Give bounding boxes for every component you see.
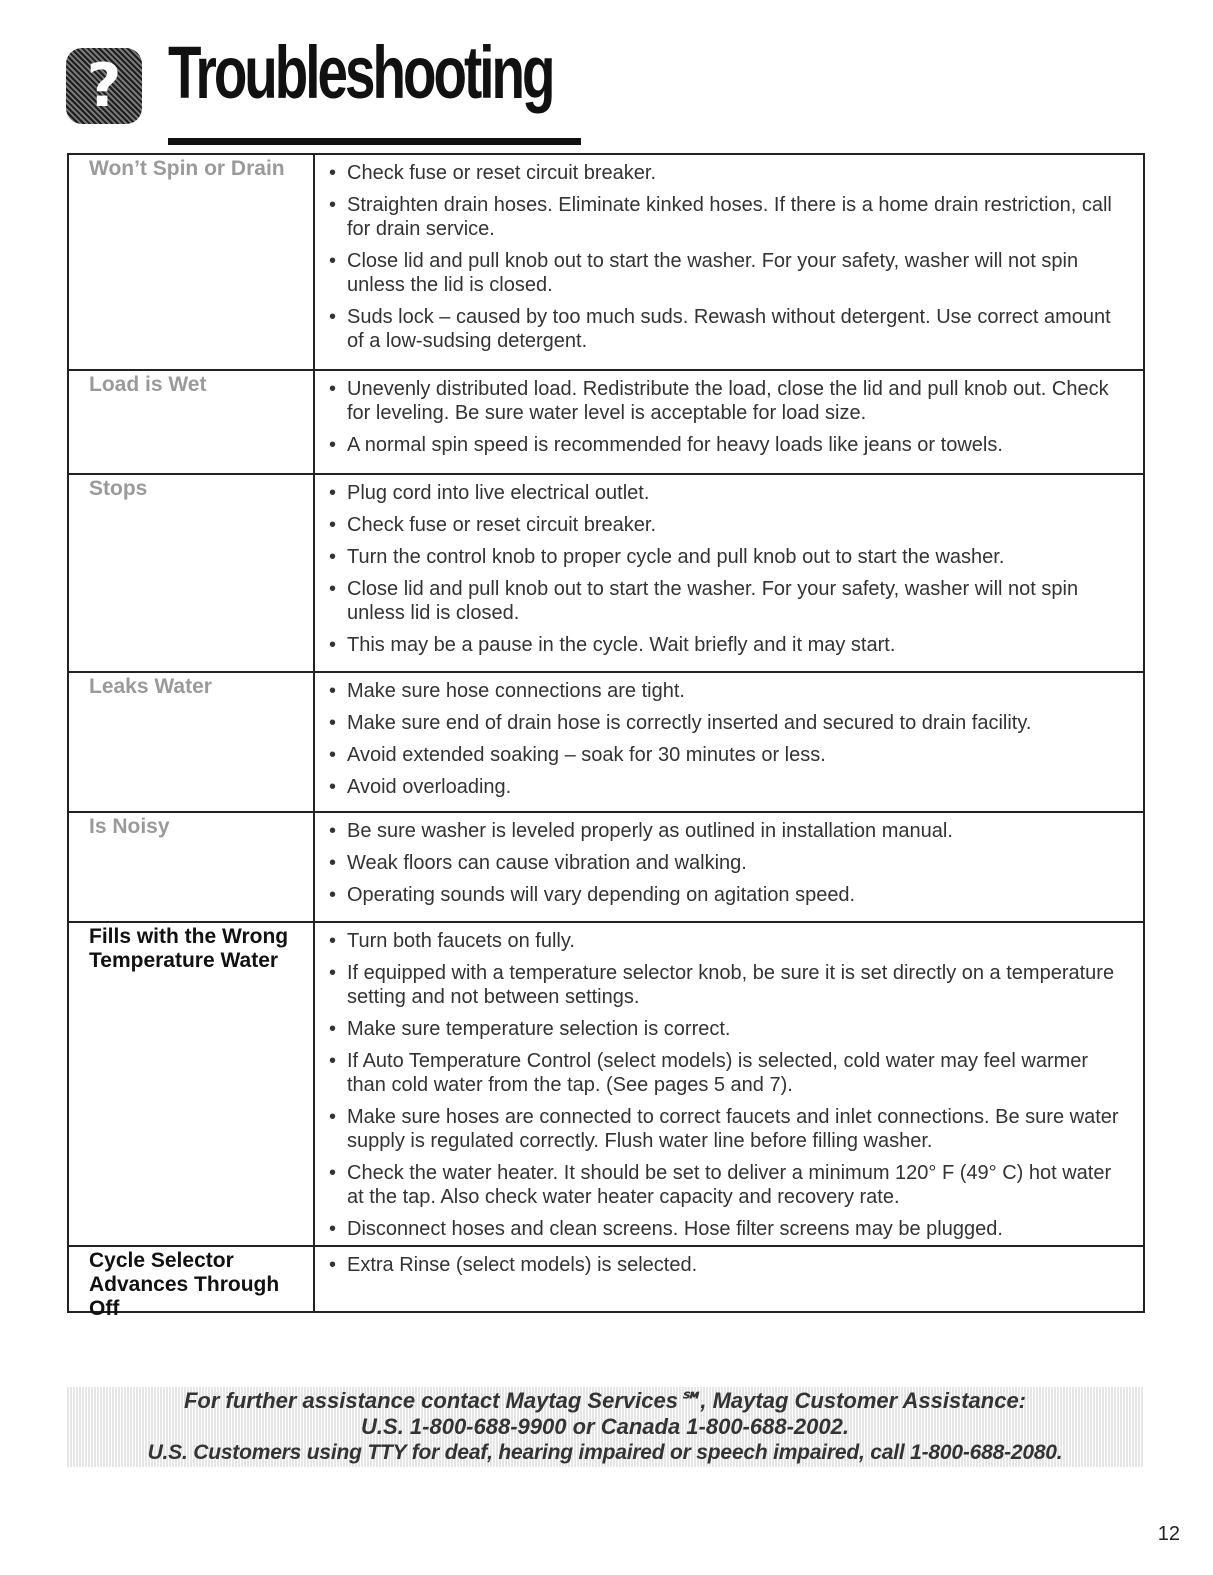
solution-list xyxy=(315,813,1143,921)
solution-item: • Disconnect hoses and clean screens. Hose filter screens may be plugged. xyxy=(329,1217,1129,1241)
solution-item: • Extra Rinse (select models) is selected. xyxy=(329,1253,1129,1277)
solution-item: • Check fuse or reset circuit breaker. xyxy=(329,513,1129,537)
solution-list xyxy=(315,923,1143,1245)
solution-item: • Avoid extended soaking – soak for 30 minutes or less. xyxy=(329,743,1129,767)
troubleshooting-table xyxy=(67,153,1145,1320)
problem-label: Is Noisy xyxy=(69,813,315,921)
question-mark-icon xyxy=(66,48,142,124)
table-row xyxy=(69,1247,1143,1320)
solution-item: • Avoid overloading. xyxy=(329,775,1129,799)
page-number: 12 xyxy=(1157,1523,1180,1545)
problem-label: Leaks Water xyxy=(69,673,315,811)
solution-item: • If equipped with a temperature selector knob, be sure it is set directly on a temperature setting and not between settings. xyxy=(329,961,1129,1009)
footer-contact xyxy=(67,1388,1143,1466)
solution-item: • Check the water heater. It should be set to deliver a minimum 120° F (49° C) hot water at the tap. Also check water heater capacity and recovery rate. xyxy=(329,1161,1129,1209)
table-row xyxy=(69,371,1143,475)
footer-line-tty: U.S. Customers using TTY for deaf, hearing impaired or speech impaired, call 1-800-688-2080. xyxy=(147,1441,1063,1464)
solution-item: • Check fuse or reset circuit breaker. xyxy=(329,161,1129,185)
solution-item: • This may be a pause in the cycle. Wait briefly and it may start. xyxy=(329,633,1129,657)
table-row xyxy=(69,673,1143,813)
solution-item: • Make sure end of drain hose is correctly inserted and secured to drain facility. xyxy=(329,711,1129,735)
title-underline xyxy=(168,138,581,145)
problem-label: Stops xyxy=(69,475,315,671)
solution-item: • Make sure temperature selection is correct. xyxy=(329,1017,1129,1041)
solution-item: • A normal spin speed is recommended for heavy loads like jeans or towels. xyxy=(329,433,1129,457)
solution-list xyxy=(315,155,1143,369)
solution-item: • Be sure washer is leveled properly as outlined in installation manual. xyxy=(329,819,1129,843)
solution-item: • Close lid and pull knob out to start the washer. For your safety, washer will not spin unless the lid is closed. xyxy=(329,249,1129,297)
problem-label: Load is Wet xyxy=(69,371,315,473)
problem-label: Fills with the Wrong Temperature Water xyxy=(69,923,315,1245)
solution-item: • Make sure hoses are connected to correct faucets and inlet connections. Be sure water supply is regulated correctly. Flush water line before filling washer. xyxy=(329,1105,1129,1153)
solution-list xyxy=(315,673,1143,811)
footer-line-assistance: For further assistance contact Maytag Services℠, Maytag Customer Assistance: xyxy=(183,1388,1026,1413)
table-row xyxy=(69,923,1143,1247)
solution-item: • Unevenly distributed load. Redistribute the load, close the lid and pull knob out. Check for leveling. Be sure water level is acceptable for load size. xyxy=(329,377,1129,425)
solution-item: • Make sure hose connections are tight. xyxy=(329,679,1129,703)
problem-label: Cycle Selector Advances Through Off xyxy=(69,1247,315,1311)
solution-list xyxy=(315,1247,1143,1311)
solution-item: • Suds lock – caused by too much suds. Rewash without detergent. Use correct amount of a low-sudsing detergent. xyxy=(329,305,1129,353)
solution-item: • Close lid and pull knob out to start the washer. For your safety, washer will not spin unless lid is closed. xyxy=(329,577,1129,625)
problem-label: Won’t Spin or Drain xyxy=(69,155,315,369)
table-row xyxy=(69,813,1143,923)
solution-list xyxy=(315,371,1143,473)
footer-line-phone: U.S. 1-800-688-9900 or Canada 1-800-688-2002. xyxy=(361,1414,849,1439)
solution-item: • Straighten drain hoses. Eliminate kinked hoses. If there is a home drain restriction, call for drain service. xyxy=(329,193,1129,241)
solution-item: • Turn both faucets on fully. xyxy=(329,929,1129,953)
table-row xyxy=(69,475,1143,673)
solution-item: • If Auto Temperature Control (select models) is selected, cold water may feel warmer than cold water from the tap. (See pages 5 and 7). xyxy=(329,1049,1129,1097)
solution-item: • Plug cord into live electrical outlet. xyxy=(329,481,1129,505)
solution-list xyxy=(315,475,1143,671)
page-title: Troubleshooting xyxy=(168,31,553,114)
solution-item: • Turn the control knob to proper cycle and pull knob out to start the washer. xyxy=(329,545,1129,569)
question-mark-glyph: ? xyxy=(86,51,122,121)
solution-item: • Weak floors can cause vibration and walking. xyxy=(329,851,1129,875)
table-row xyxy=(69,155,1143,371)
solution-item: • Operating sounds will vary depending on agitation speed. xyxy=(329,883,1129,907)
